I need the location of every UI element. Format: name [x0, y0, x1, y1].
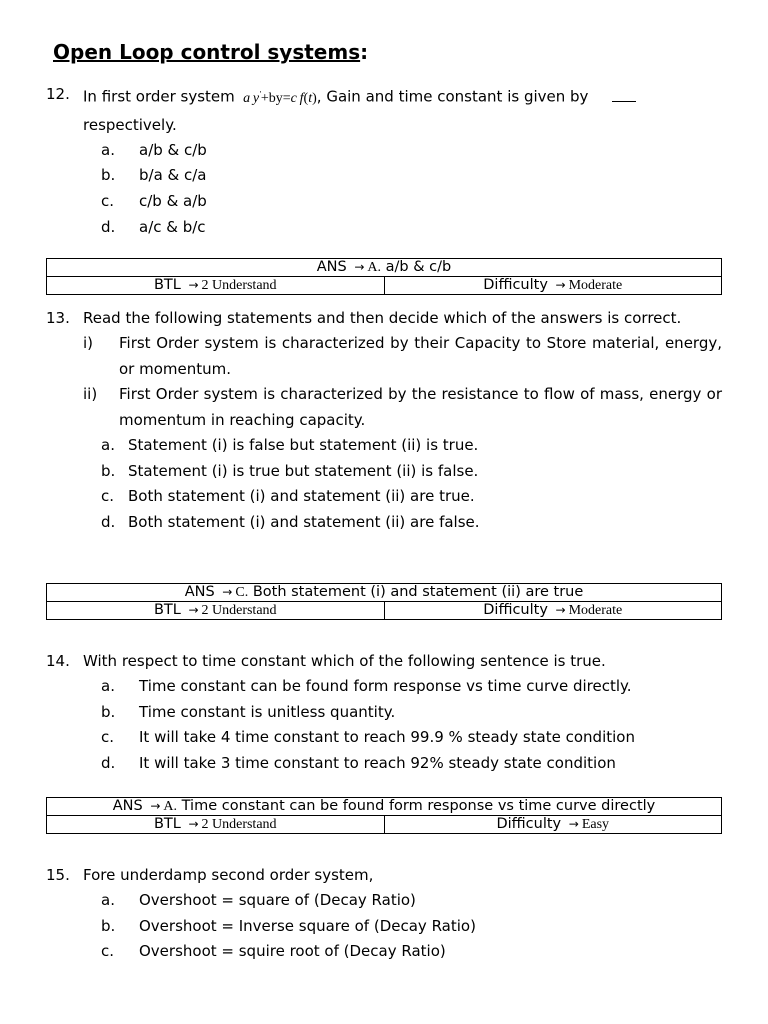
options-list: [46, 674, 722, 777]
page-title: [53, 40, 368, 64]
difficulty-cell: Difficulty → Easy: [384, 816, 722, 834]
answer-table-14: [46, 797, 722, 834]
question-text: With respect to time constant which of the following sentence is true.: [83, 652, 606, 670]
question-14: [46, 648, 722, 777]
answer-row: ANS → A. a/b & c/b: [47, 259, 722, 277]
question-number: 12.: [46, 85, 70, 103]
option-c: c. c/b & a/b: [101, 192, 207, 211]
options-list: [46, 138, 722, 241]
question-number: 14.: [46, 652, 70, 670]
question-text: Fore underdamp second order system,: [83, 866, 374, 884]
answer-table-12: [46, 258, 722, 295]
btl-cell: BTL → 2 Understand: [47, 602, 385, 620]
option-c: c. It will take 4 time constant to reach 99.9 % steady state condition: [101, 728, 635, 747]
question-text: Read the following statements and then decide which of the answers is correct.: [83, 309, 682, 327]
answer-table-13: [46, 583, 722, 620]
answer-blank: [612, 89, 636, 102]
statement-ii: ii) First Order system is characterized by the resistance to flow of mass, energy or momentum in reaching capacity.: [83, 385, 722, 429]
options-list: [46, 888, 722, 965]
options-list: [46, 433, 722, 536]
equation: a y'+by=c f(t): [243, 89, 317, 106]
option-b: b. Statement (i) is true but statement (ii) is false.: [101, 461, 479, 480]
option-c: c. Overshoot = squire root of (Decay Ratio): [101, 942, 446, 961]
option-b: b. b/a & c/a: [101, 166, 207, 185]
statement-i: i) First Order system is characterized by their Capacity to Store material, energy, or momentum.: [83, 334, 722, 378]
btl-cell: BTL → 2 Understand: [47, 277, 385, 295]
option-a: a. Overshoot = square of (Decay Ratio): [101, 891, 416, 909]
page-title-text: Open Loop control systems: [53, 40, 361, 64]
option-b: b. Time constant is unitless quantity.: [101, 702, 396, 721]
option-d: d. Both statement (i) and statement (ii) are false.: [101, 513, 480, 532]
option-a: a. Statement (i) is false but statement (ii) is true.: [101, 436, 479, 454]
question-text: In first order system a y'+by=c f(t), Gain and time constant is given by respectively.: [83, 81, 722, 138]
option-d: d. a/c & b/c: [101, 217, 206, 236]
option-a: a. a/b & c/b: [101, 140, 207, 159]
question-number: 15.: [46, 866, 70, 884]
option-b: b. Overshoot = Inverse square of (Decay Ratio): [101, 916, 476, 935]
answer-row: ANS → A. Time constant can be found form response vs time curve directly: [47, 798, 722, 816]
option-d: d. It will take 3 time constant to reach 92% steady state condition: [101, 754, 616, 773]
btl-cell: BTL → 2 Understand: [47, 816, 385, 834]
page-title-colon: :: [360, 40, 369, 64]
difficulty-cell: Difficulty → Moderate: [384, 277, 722, 295]
option-a: a. Time constant can be found form response vs time curve directly.: [101, 677, 632, 695]
question-number: 13.: [46, 309, 70, 327]
question-15: [46, 862, 722, 965]
question-13: [46, 305, 722, 536]
difficulty-cell: Difficulty → Moderate: [384, 602, 722, 620]
answer-row: ANS → C. Both statement (i) and statement (ii) are true: [47, 584, 722, 602]
question-12: [46, 81, 722, 240]
option-c: c. Both statement (i) and statement (ii) are true.: [101, 487, 475, 506]
